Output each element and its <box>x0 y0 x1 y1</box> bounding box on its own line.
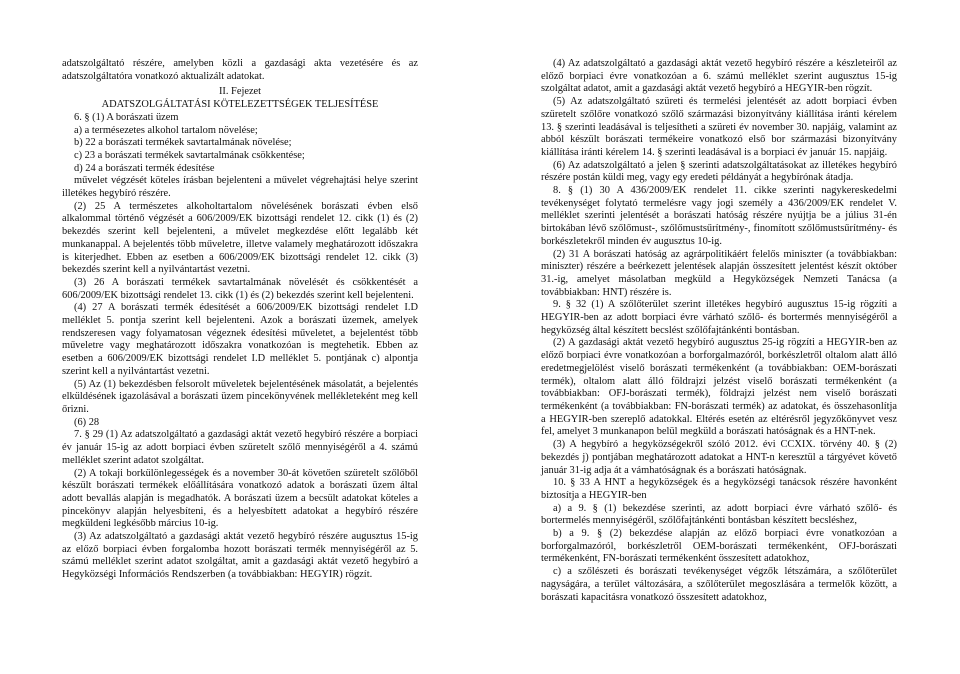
paragraph: adatszolgáltató részére, amelyben közli a gazdasági akta vezetésére és az adatszolgáltatóra vonatkozó aktualizált adatokat. <box>62 58 418 82</box>
paragraph: (3) 26 A borászati termékek savtartalmának növelését és csökkentését a 606/2009/EK bizottsági rendelet 13. cikk (1) és (2) bekezdés szerint kell bejelenteni. <box>62 276 418 301</box>
paragraph: (6) Az adatszolgáltató a jelen § szerinti adatszolgáltatásokat az illetékes hegybíró részére postán küldi meg, vagy egy eredeti példányát a hegybírónak átadja. <box>541 159 897 184</box>
paragraph: (2) 25 A természetes alkoholtartalom növelésének borászati évben első alkalommal történő végzését a 606/2009/EK bizottsági rendelet 12. cikk (1) és (2) bekezdés szerint kell bejelenteni, a művelet megkezdése előtt legalább két munkanappal. A bejelentés több műveletre, illetve valamely meghatározott időszakra is kiterjedhet. Ebben az esetben a 606/2009/EK bizottsági rendelet 12. cikk (3) bekezdés szerint kell a nyilvántartást vezetni. <box>62 200 418 276</box>
paragraph: b) 22 a borászati termékek savtartalmának növelése; <box>74 137 292 149</box>
paragraph: (2) 31 A borászati hatóság az agrárpolitikáért felelős miniszter (a továbbiakban: miniszter) részére a beérkezett jelentések alapján összesített jelentést készít október 31.-ig, amelyet másolatban megküld a Hegyközségek Nemzeti Tanácsa (a továbbiakban: HNT) részére is. <box>541 248 897 298</box>
paragraph: 7. § 29 (1) Az adatszolgáltató a gazdasági aktát vezető hegybíró részére a borpiaci év január 15-ig az adott borpiaci évben szüretelt szőlő mennyiségéről a 4. számú melléklet szerint adatot szolgáltat. <box>62 429 418 466</box>
paragraph: 10. § 33 A HNT a hegyközségek és a hegyközségi tanácsok részére havonként biztosítja a HEGYIR-ben <box>541 477 897 501</box>
paragraph: ADATSZOLGÁLTATÁSI KÖTELEZETTSÉGEK TELJESÍTÉSE <box>101 99 379 111</box>
paragraph: (3) Az adatszolgáltató a gazdasági aktát vezető hegybíró részére augusztus 15-ig az előző borpiaci évben forgalomba hozott borászati termék mennyiségéről az 5. számú melléklet szerint adatot szolgáltat, amit a gazdasági aktát vezető hegybíró a Hegyközségi Információs Rendszerben (a továbbiakban: HEGYIR) rögzít. <box>62 531 418 581</box>
paragraph: (5) Az adatszolgáltató szüreti és termelési jelentését az adott borpiaci évben szüretelt szőlőre vonatkozó szőlő származási bizonyítvány kiállítása iránti kérelem 13. § szerinti leadásával is teljesítheti a szüreti év november 30. napjáig, valamint az abból készült borászati termékeire vonatkozó első bor származási bizonyítvány kiállítása iránti kérelem 14. § szerinti leadásával is a borpiaci év január 15. napjáig. <box>541 96 897 158</box>
paragraph: II. Fejezet <box>218 86 262 98</box>
left-text-column <box>62 58 418 582</box>
paragraph: 9. § 32 (1) A szőlőterület szerint illetékes hegybíró augusztus 15-ig rögzíti a HEGYIR-ben az adott borpiaci évre várható szőlő- és bortermés mennyiségéről a hegyközség által készített becslést szőlőfajtánkénti bontásban. <box>541 299 897 336</box>
paragraph: (2) A tokaji borkülönlegességek és a november 30-át követően szüretelt szőlőből készült borászati termékek előállítására vonatkozó adatok a borászati üzem által adott bevallás alapján is megadhatók. A borászati üzem a becsült adatokat köteles a pincekönyv alapján helyesbíteni, és a helyesbített adatokat a hegybíró részére megküldeni legkésőbb március 10-ig. <box>62 467 418 530</box>
paragraph: b) a 9. § (2) bekezdése alapján az előző borpiaci évre vonatkozóan a borforgalmazóról, borkészletről OEM-borászati termékenként, OFJ-borászati termékenként, FN-borászati termékenként összesített adatokhoz, <box>541 528 897 565</box>
paragraph: a) a 9. § (1) bekezdése szerinti, az adott borpiaci évre várható szőlő- és bortermelés mennyiségéről, szőlőfajtánkénti bontásban készített becsléshez, <box>541 502 897 527</box>
paragraph: művelet végzését köteles írásban bejelenteni a művelet végrehajtási helye szerint illetékes hegybíró részére. <box>62 175 418 200</box>
paragraph: a) a termésezetes alkohol tartalom növelése; <box>74 124 258 136</box>
paragraph: 8. § (1) 30 A 436/2009/EK rendelet 11. cikke szerinti nagykereskedelmi tevékenységet folytató termelésre vagy jogi személy a 436/2009/EK rendelet V. melléklet szerinti jelentését a borászati hatóság részére nyújtja be a július 31-én birtokában lévő szőlőmust-, szőlőmustsűrítmény-, finomított szőlőmustsűrítmény- és borkészletekről minden év augusztus 10-ig. <box>541 185 897 247</box>
paragraph: d) 24 a borászati termék édesítése <box>74 162 215 174</box>
paragraph: 6. § (1) A borászati üzem <box>74 111 179 123</box>
paragraph: (3) A hegybíró a hegyközségekről szóló 2012. évi CCXIX. törvény 40. § (2) bekezdés j) pontjában meghatározott adatokat a HNT-n keresztül a tárgyévet követő január 31-ig adja át a vámhatóságnak és a borászati hatóságnak. <box>541 439 897 476</box>
paragraph: (2) A gazdasági aktát vezető hegybíró augusztus 25-ig rögzíti a HEGYIR-ben az előző borpiaci évre vonatkozóan a borforgalmazóról, borkészletről oltalom alatt álló eredetmegjelölést viselő borászati termékenként (a továbbiakban: OEM-borászati termék), oltalom alatt álló földrajzi jelzést viselő borászati termékenként (a továbbiakban: OFJ-borászati termék), földrajzi jelzést nem viselő borászati termékenként (a továbbiakban: FN-borászati termék) az adatokat, és összehasonlítja a HEGYIR-ben szereplő adatokkal. Eltérés esetén az eltérésről jegyzőkönyvet vesz fel, amelyet 3 munkanapon belül megküld a borászati hatóságnak és a HNT-nek. <box>541 337 897 438</box>
paragraph: (6) 28 <box>74 416 100 428</box>
paragraph: c) a szőlészeti és borászati tevékenységet végzők létszámára, a szőlőterület nagyságára, a terület változására, a szőlőterület megoszlására a termelők között, a borászati kapacitásra vonatkozó összesített adatokhoz, <box>541 566 897 603</box>
right-text-column <box>541 58 897 604</box>
paragraph: (4) 27 A borászati termék édesítését a 606/2009/EK bizottsági rendelet I.D melléklet 5. pontja szerint kell bejelenteni. Azok a borászati üzemek, amelyek rendszeresen vagy folyamatosan végeznek édesítési műveletet, a bejelentést több műveletre vagy meghatározott időszakra vonatkozóan is megtehetik. Ebben az esetben a 606/2009/EK bizottsági rendelet I.D melléklet 5. pontjának c) alpontja szerint kell a nyilvántartást vezetni. <box>62 302 418 377</box>
paragraph: (4) Az adatszolgáltató a gazdasági aktát vezető hegybíró részére a készleteiről az előző borpiaci évre vonatkozóan a 6. számú melléklet szerint augusztus 15-ig szolgáltat adatot, amit a gazdasági aktát vezető hegybíró a HEGYIR-ben rögzít. <box>541 58 897 95</box>
paragraph: (5) Az (1) bekezdésben felsorolt műveletek bejelentésének másolatát, a bejelentés elküldésének igazolásával a borászati üzem pincekönyvének mellékleteként meg kell őrizni. <box>62 378 418 415</box>
paragraph: c) 23 a borászati termékek savtartalmának csökkentése; <box>74 149 305 161</box>
